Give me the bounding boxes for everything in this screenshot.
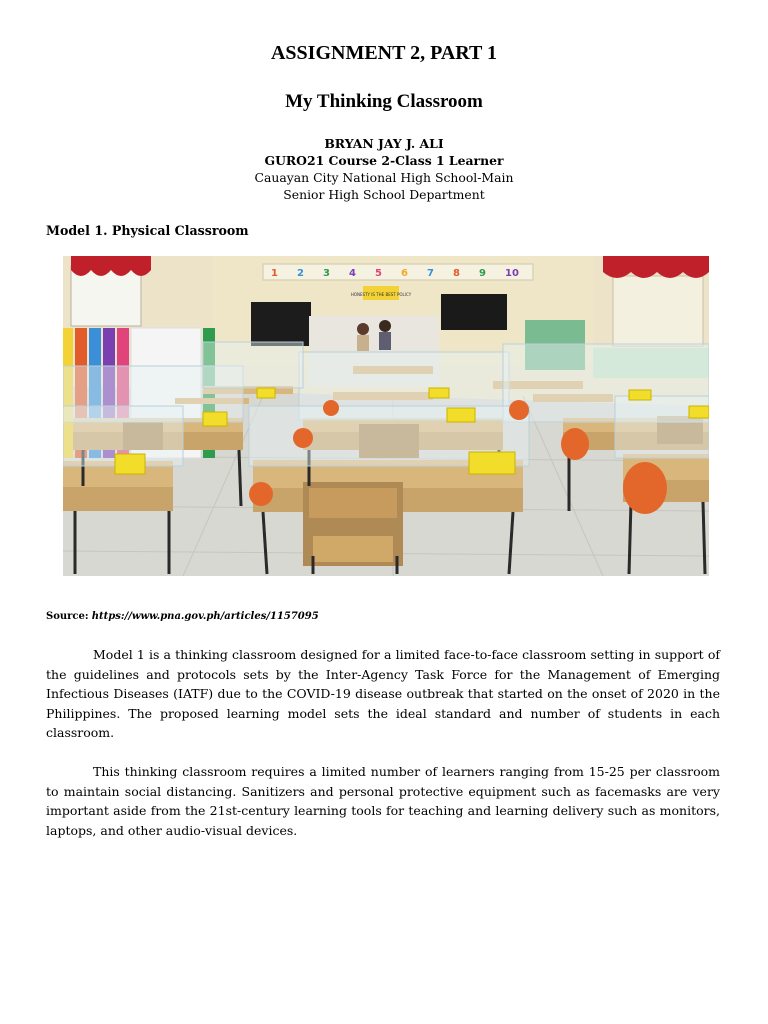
course-name: GURO21 Course 2-Class 1 Learner xyxy=(264,153,504,168)
tv-monitor xyxy=(441,294,507,330)
number-card: 3 xyxy=(323,268,330,279)
number-card: 9 xyxy=(479,268,486,279)
source-label: Source: xyxy=(46,611,89,622)
blackboard xyxy=(251,302,311,346)
number-card: 8 xyxy=(453,268,460,279)
number-card: 5 xyxy=(375,268,382,279)
photo-banner: HONESTY IS THE BEST POLICY xyxy=(350,292,412,297)
number-card: 10 xyxy=(505,268,519,279)
section-heading: Model 1. Physical Classroom xyxy=(46,223,249,238)
school-name: Cauayan City National High School-Main xyxy=(254,170,514,185)
paragraph-2: This thinking classroom requires a limited number of learners ranging from 15-25 per classroom to maintain social distancing. Sanitizers and personal protective equipment such as facemasks are very important aside from the 21st-century learning tools for teaching and learning delivery such as monitors, laptops, and other audio-visual devices. xyxy=(46,764,720,838)
number-card: 6 xyxy=(401,268,408,279)
image-source xyxy=(46,611,319,622)
source-url[interactable]: https://www.pna.gov.ph/articles/1157095 xyxy=(91,611,319,622)
paragraph-1: Model 1 is a thinking classroom designed for a limited face-to-face classroom setting in support of the guidelines and protocols sets by the Inter-Agency Task Force for the Management of Emerging Infectious Diseases (IATF) due to the COVID-19 disease outbreak that started on the onset of 2020 in the Philippines. The proposed learning model sets the ideal standard and number of students in each classroom. xyxy=(46,647,720,741)
document-subtitle: My Thinking Classroom xyxy=(285,91,483,112)
number-card: 1 xyxy=(271,268,278,279)
author-name: BRYAN JAY J. ALI xyxy=(324,136,444,151)
classroom-photo xyxy=(63,256,709,576)
assignment-title: ASSIGNMENT 2, PART 1 xyxy=(270,42,497,64)
number-card: 4 xyxy=(349,268,356,279)
number-card: 7 xyxy=(427,268,434,279)
department-name: Senior High School Department xyxy=(283,187,485,202)
number-card: 2 xyxy=(297,268,304,279)
